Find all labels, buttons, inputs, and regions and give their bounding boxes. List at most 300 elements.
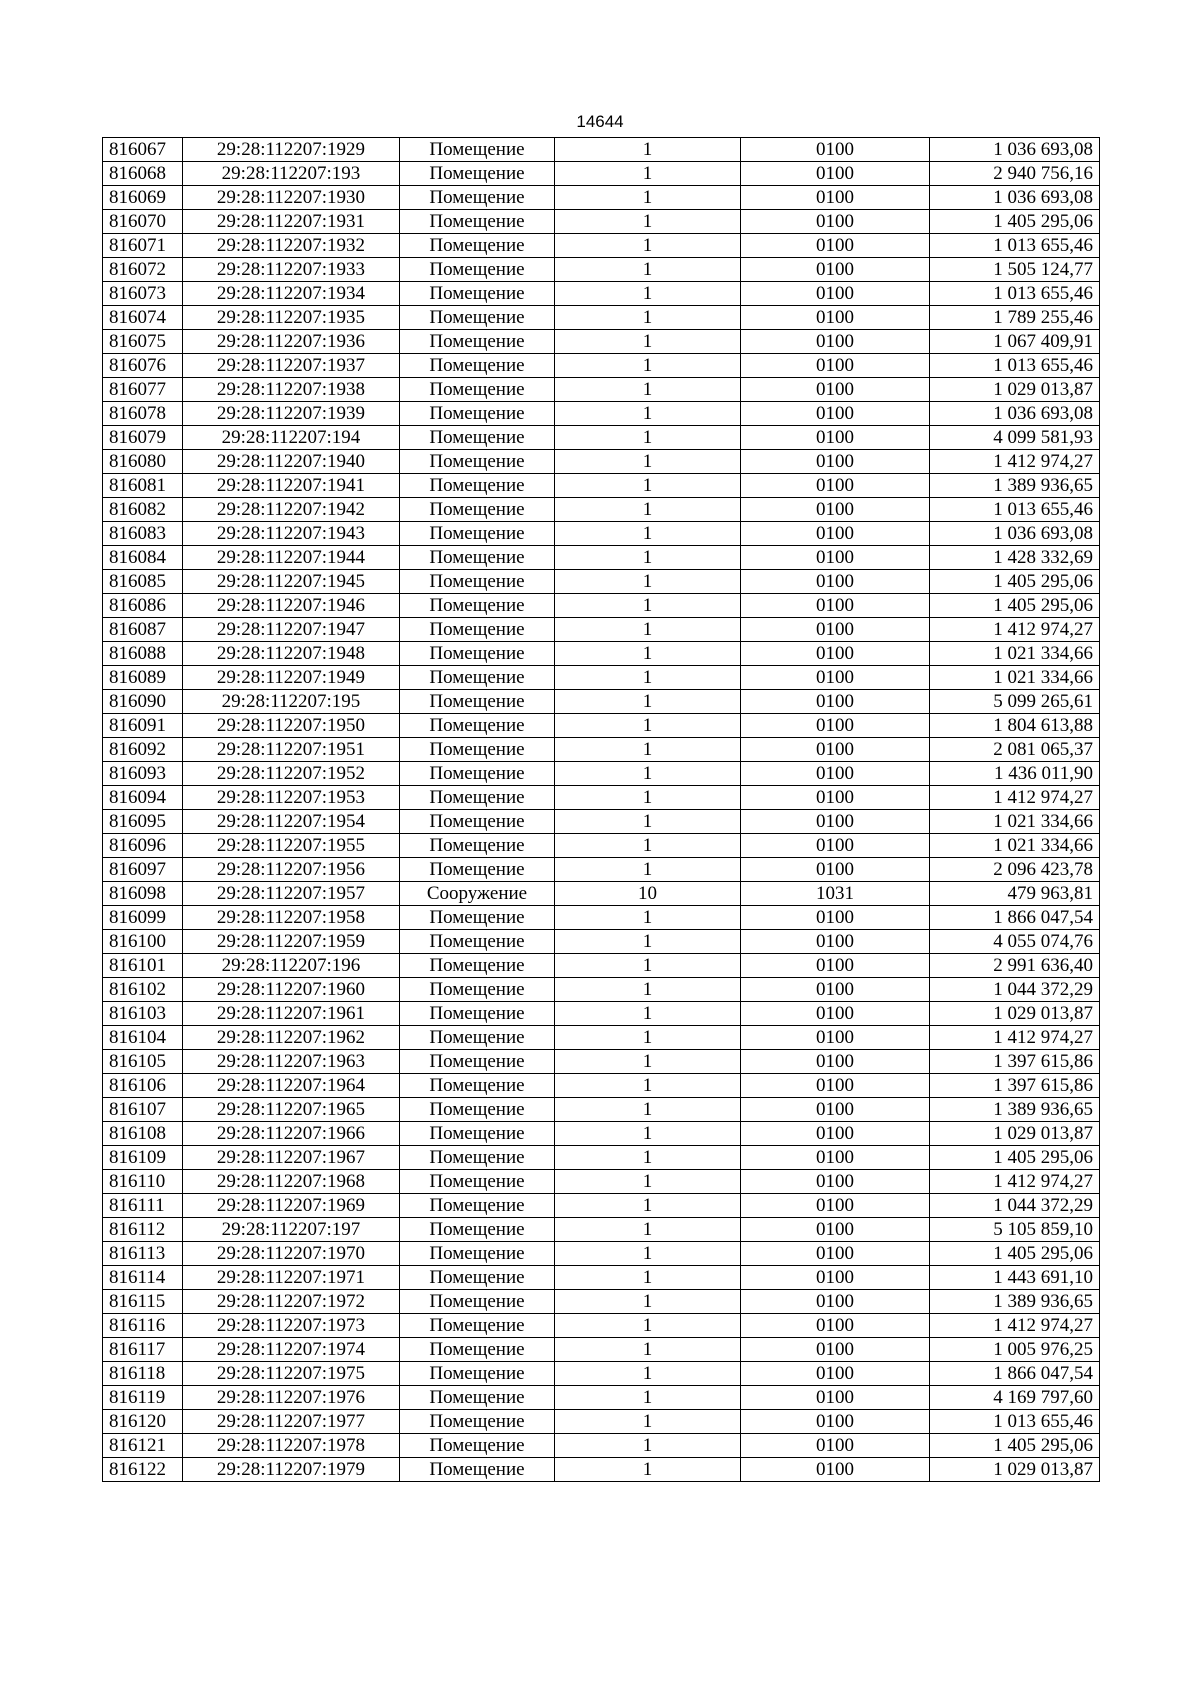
record-number-cell: 816089 (103, 666, 183, 690)
code-cell: 0100 (741, 1194, 930, 1218)
object-type-cell: Помещение (400, 282, 555, 306)
object-type-cell: Помещение (400, 810, 555, 834)
code-cell: 0100 (741, 474, 930, 498)
code-cell: 0100 (741, 834, 930, 858)
table-row (103, 1074, 1100, 1098)
table-row (103, 1026, 1100, 1050)
record-number-cell: 816073 (103, 282, 183, 306)
cadastral-value-cell: 1 412 974,27 (930, 1314, 1100, 1338)
table-row (103, 330, 1100, 354)
cadastral-value-cell: 1 405 295,06 (930, 1146, 1100, 1170)
record-number-cell: 816095 (103, 810, 183, 834)
cadastral-value-cell: 1 036 693,08 (930, 186, 1100, 210)
object-type-cell: Помещение (400, 1170, 555, 1194)
cadastral-number-cell: 29:28:112207:1970 (183, 1242, 400, 1266)
cadastral-value-cell: 1 029 013,87 (930, 1002, 1100, 1026)
cadastral-number-cell: 29:28:112207:1979 (183, 1458, 400, 1482)
code-cell: 0100 (741, 858, 930, 882)
code-cell: 0100 (741, 402, 930, 426)
group-cell: 1 (555, 330, 741, 354)
record-number-cell: 816107 (103, 1098, 183, 1122)
object-type-cell: Помещение (400, 138, 555, 162)
table-row (103, 666, 1100, 690)
cadastral-value-cell: 1 405 295,06 (930, 1434, 1100, 1458)
cadastral-value-cell: 1 866 047,54 (930, 1362, 1100, 1386)
cadastral-number-cell: 29:28:112207:196 (183, 954, 400, 978)
object-type-cell: Помещение (400, 1146, 555, 1170)
object-type-cell: Помещение (400, 330, 555, 354)
cadastral-number-cell: 29:28:112207:1967 (183, 1146, 400, 1170)
object-type-cell: Помещение (400, 186, 555, 210)
object-type-cell: Помещение (400, 1098, 555, 1122)
code-cell: 0100 (741, 210, 930, 234)
cadastral-value-cell: 1 389 936,65 (930, 1290, 1100, 1314)
cadastral-number-cell: 29:28:112207:1953 (183, 786, 400, 810)
cadastral-number-cell: 29:28:112207:1935 (183, 306, 400, 330)
table-row (103, 1290, 1100, 1314)
cadastral-number-cell: 29:28:112207:1934 (183, 282, 400, 306)
object-type-cell: Помещение (400, 666, 555, 690)
cadastral-value-cell: 1 412 974,27 (930, 618, 1100, 642)
cadastral-number-cell: 29:28:112207:1940 (183, 450, 400, 474)
record-number-cell: 816072 (103, 258, 183, 282)
cadastral-number-cell: 29:28:112207:1930 (183, 186, 400, 210)
cadastral-number-cell: 29:28:112207:1931 (183, 210, 400, 234)
group-cell: 1 (555, 858, 741, 882)
cadastral-value-cell: 1 804 613,88 (930, 714, 1100, 738)
record-number-cell: 816121 (103, 1434, 183, 1458)
code-cell: 0100 (741, 954, 930, 978)
group-cell: 1 (555, 1026, 741, 1050)
cadastral-value-cell: 1 389 936,65 (930, 1098, 1100, 1122)
code-cell: 0100 (741, 282, 930, 306)
object-type-cell: Помещение (400, 1218, 555, 1242)
record-number-cell: 816091 (103, 714, 183, 738)
cadastral-number-cell: 29:28:112207:195 (183, 690, 400, 714)
code-cell: 0100 (741, 642, 930, 666)
table-row (103, 570, 1100, 594)
table-row (103, 402, 1100, 426)
object-type-cell: Помещение (400, 978, 555, 1002)
cadastral-value-cell: 2 081 065,37 (930, 738, 1100, 762)
cadastral-value-cell: 1 021 334,66 (930, 642, 1100, 666)
object-type-cell: Помещение (400, 930, 555, 954)
object-type-cell: Помещение (400, 162, 555, 186)
record-number-cell: 816103 (103, 1002, 183, 1026)
cadastral-number-cell: 29:28:112207:1936 (183, 330, 400, 354)
table-row (103, 786, 1100, 810)
table-row (103, 930, 1100, 954)
code-cell: 0100 (741, 1290, 930, 1314)
object-type-cell: Помещение (400, 258, 555, 282)
cadastral-number-cell: 29:28:112207:1977 (183, 1410, 400, 1434)
group-cell: 1 (555, 1434, 741, 1458)
group-cell: 1 (555, 1074, 741, 1098)
code-cell: 0100 (741, 162, 930, 186)
group-cell: 1 (555, 570, 741, 594)
cadastral-value-cell: 479 963,81 (930, 882, 1100, 906)
group-cell: 1 (555, 1170, 741, 1194)
group-cell: 1 (555, 1098, 741, 1122)
record-number-cell: 816114 (103, 1266, 183, 1290)
cadastral-number-cell: 29:28:112207:1973 (183, 1314, 400, 1338)
group-cell: 1 (555, 474, 741, 498)
cadastral-value-cell: 1 412 974,27 (930, 1026, 1100, 1050)
cadastral-value-cell: 1 029 013,87 (930, 1122, 1100, 1146)
record-number-cell: 816096 (103, 834, 183, 858)
record-number-cell: 816118 (103, 1362, 183, 1386)
code-cell: 0100 (741, 546, 930, 570)
code-cell: 0100 (741, 306, 930, 330)
record-number-cell: 816090 (103, 690, 183, 714)
record-number-cell: 816069 (103, 186, 183, 210)
object-type-cell: Помещение (400, 690, 555, 714)
cadastral-value-cell: 1 397 615,86 (930, 1050, 1100, 1074)
code-cell: 0100 (741, 258, 930, 282)
record-number-cell: 816100 (103, 930, 183, 954)
cadastral-number-cell: 29:28:112207:1965 (183, 1098, 400, 1122)
table-row (103, 258, 1100, 282)
code-cell: 0100 (741, 930, 930, 954)
group-cell: 1 (555, 1194, 741, 1218)
table-row (103, 210, 1100, 234)
cadastral-number-cell: 29:28:112207:1963 (183, 1050, 400, 1074)
table-row (103, 1362, 1100, 1386)
cadastral-number-cell: 29:28:112207:1951 (183, 738, 400, 762)
table-row (103, 762, 1100, 786)
code-cell: 0100 (741, 498, 930, 522)
object-type-cell: Помещение (400, 306, 555, 330)
cadastral-value-cell: 5 105 859,10 (930, 1218, 1100, 1242)
cadastral-number-cell: 29:28:112207:1959 (183, 930, 400, 954)
record-number-cell: 816106 (103, 1074, 183, 1098)
record-number-cell: 816077 (103, 378, 183, 402)
table-row (103, 354, 1100, 378)
group-cell: 1 (555, 282, 741, 306)
cadastral-value-cell: 1 412 974,27 (930, 450, 1100, 474)
object-type-cell: Помещение (400, 450, 555, 474)
cadastral-value-cell: 1 405 295,06 (930, 210, 1100, 234)
record-number-cell: 816078 (103, 402, 183, 426)
cadastral-value-cell: 1 036 693,08 (930, 402, 1100, 426)
group-cell: 1 (555, 450, 741, 474)
record-number-cell: 816075 (103, 330, 183, 354)
table-row (103, 450, 1100, 474)
object-type-cell: Помещение (400, 474, 555, 498)
group-cell: 1 (555, 186, 741, 210)
object-type-cell: Помещение (400, 426, 555, 450)
cadastral-value-cell: 1 789 255,46 (930, 306, 1100, 330)
table-row (103, 1194, 1100, 1218)
group-cell: 1 (555, 522, 741, 546)
code-cell: 0100 (741, 666, 930, 690)
cadastral-value-cell: 1 412 974,27 (930, 786, 1100, 810)
object-type-cell: Помещение (400, 738, 555, 762)
record-number-cell: 816071 (103, 234, 183, 258)
cadastral-number-cell: 29:28:112207:1946 (183, 594, 400, 618)
code-cell: 0100 (741, 570, 930, 594)
object-type-cell: Помещение (400, 858, 555, 882)
object-type-cell: Помещение (400, 594, 555, 618)
object-type-cell: Помещение (400, 1434, 555, 1458)
object-type-cell: Помещение (400, 786, 555, 810)
cadastral-value-cell: 2 940 756,16 (930, 162, 1100, 186)
record-number-cell: 816120 (103, 1410, 183, 1434)
table-row (103, 1458, 1100, 1482)
cadastral-number-cell: 29:28:112207:1929 (183, 138, 400, 162)
group-cell: 1 (555, 642, 741, 666)
cadastral-value-cell: 1 005 976,25 (930, 1338, 1100, 1362)
table-row (103, 618, 1100, 642)
table-row (103, 738, 1100, 762)
table-row (103, 1242, 1100, 1266)
record-number-cell: 816093 (103, 762, 183, 786)
record-number-cell: 816094 (103, 786, 183, 810)
object-type-cell: Помещение (400, 1026, 555, 1050)
group-cell: 1 (555, 138, 741, 162)
group-cell: 1 (555, 1290, 741, 1314)
cadastral-number-cell: 29:28:112207:1969 (183, 1194, 400, 1218)
record-number-cell: 816112 (103, 1218, 183, 1242)
cadastral-value-cell: 1 036 693,08 (930, 138, 1100, 162)
table-row (103, 1434, 1100, 1458)
cadastral-number-cell: 29:28:112207:1975 (183, 1362, 400, 1386)
record-number-cell: 816082 (103, 498, 183, 522)
table-row (103, 642, 1100, 666)
group-cell: 1 (555, 378, 741, 402)
object-type-cell: Помещение (400, 642, 555, 666)
group-cell: 1 (555, 714, 741, 738)
object-type-cell: Помещение (400, 1338, 555, 1362)
record-number-cell: 816085 (103, 570, 183, 594)
group-cell: 1 (555, 354, 741, 378)
table-row (103, 1050, 1100, 1074)
code-cell: 0100 (741, 1050, 930, 1074)
cadastral-number-cell: 29:28:112207:1976 (183, 1386, 400, 1410)
group-cell: 1 (555, 834, 741, 858)
code-cell: 0100 (741, 186, 930, 210)
record-number-cell: 816079 (103, 426, 183, 450)
cadastral-value-cell: 1 067 409,91 (930, 330, 1100, 354)
code-cell: 0100 (741, 1362, 930, 1386)
table-row (103, 378, 1100, 402)
record-number-cell: 816070 (103, 210, 183, 234)
cadastral-value-cell: 1 013 655,46 (930, 354, 1100, 378)
cadastral-number-cell: 29:28:112207:1947 (183, 618, 400, 642)
cadastral-value-cell: 1 405 295,06 (930, 570, 1100, 594)
object-type-cell: Помещение (400, 1314, 555, 1338)
code-cell: 0100 (741, 354, 930, 378)
table-row (103, 234, 1100, 258)
record-number-cell: 816119 (103, 1386, 183, 1410)
cadastral-value-cell: 1 405 295,06 (930, 1242, 1100, 1266)
cadastral-number-cell: 29:28:112207:1960 (183, 978, 400, 1002)
group-cell: 1 (555, 954, 741, 978)
group-cell: 1 (555, 1146, 741, 1170)
cadastral-value-cell: 1 044 372,29 (930, 1194, 1100, 1218)
table-row (103, 1122, 1100, 1146)
cadastral-number-cell: 29:28:112207:1945 (183, 570, 400, 594)
cadastral-value-cell: 1 013 655,46 (930, 498, 1100, 522)
record-number-cell: 816088 (103, 642, 183, 666)
cadastral-value-cell: 1 397 615,86 (930, 1074, 1100, 1098)
group-cell: 1 (555, 1362, 741, 1386)
record-number-cell: 816116 (103, 1314, 183, 1338)
code-cell: 0100 (741, 522, 930, 546)
cadastral-value-cell: 1 412 974,27 (930, 1170, 1100, 1194)
record-number-cell: 816109 (103, 1146, 183, 1170)
code-cell: 0100 (741, 786, 930, 810)
group-cell: 1 (555, 978, 741, 1002)
group-cell: 1 (555, 210, 741, 234)
object-type-cell: Помещение (400, 714, 555, 738)
record-number-cell: 816108 (103, 1122, 183, 1146)
cadastral-number-cell: 29:28:112207:1978 (183, 1434, 400, 1458)
code-cell: 0100 (741, 330, 930, 354)
code-cell: 0100 (741, 1074, 930, 1098)
group-cell: 1 (555, 1314, 741, 1338)
code-cell: 0100 (741, 714, 930, 738)
cadastral-number-cell: 29:28:112207:1961 (183, 1002, 400, 1026)
table-row (103, 954, 1100, 978)
cadastral-number-cell: 29:28:112207:1948 (183, 642, 400, 666)
cadastral-value-cell: 1 013 655,46 (930, 234, 1100, 258)
code-cell: 0100 (741, 618, 930, 642)
group-cell: 1 (555, 690, 741, 714)
cadastral-value-cell: 1 505 124,77 (930, 258, 1100, 282)
group-cell: 1 (555, 1338, 741, 1362)
cadastral-number-cell: 29:28:112207:1971 (183, 1266, 400, 1290)
group-cell: 1 (555, 1002, 741, 1026)
record-number-cell: 816076 (103, 354, 183, 378)
record-number-cell: 816099 (103, 906, 183, 930)
cadastral-value-cell: 1 428 332,69 (930, 546, 1100, 570)
cadastral-number-cell: 29:28:112207:197 (183, 1218, 400, 1242)
code-cell: 0100 (741, 234, 930, 258)
group-cell: 1 (555, 738, 741, 762)
table-row (103, 810, 1100, 834)
record-number-cell: 816104 (103, 1026, 183, 1050)
code-cell: 0100 (741, 426, 930, 450)
cadastral-value-cell: 1 013 655,46 (930, 282, 1100, 306)
record-number-cell: 816087 (103, 618, 183, 642)
cadastral-value-cell: 1 866 047,54 (930, 906, 1100, 930)
cadastral-value-cell: 2 991 636,40 (930, 954, 1100, 978)
cadastral-number-cell: 29:28:112207:1943 (183, 522, 400, 546)
record-number-cell: 816110 (103, 1170, 183, 1194)
table-row (103, 1002, 1100, 1026)
cadastral-value-cell: 1 443 691,10 (930, 1266, 1100, 1290)
group-cell: 1 (555, 1266, 741, 1290)
group-cell: 1 (555, 1122, 741, 1146)
cadastral-value-cell: 1 044 372,29 (930, 978, 1100, 1002)
group-cell: 1 (555, 402, 741, 426)
group-cell: 1 (555, 1218, 741, 1242)
table-row (103, 162, 1100, 186)
object-type-cell: Помещение (400, 1410, 555, 1434)
table-row (103, 1410, 1100, 1434)
code-cell: 0100 (741, 378, 930, 402)
cadastral-value-cell: 5 099 265,61 (930, 690, 1100, 714)
group-cell: 1 (555, 306, 741, 330)
table-row (103, 978, 1100, 1002)
group-cell: 1 (555, 1386, 741, 1410)
cadastral-number-cell: 29:28:112207:1974 (183, 1338, 400, 1362)
table-row (103, 522, 1100, 546)
object-type-cell: Помещение (400, 210, 555, 234)
table-row (103, 282, 1100, 306)
cadastral-value-cell: 1 013 655,46 (930, 1410, 1100, 1434)
code-cell: 0100 (741, 138, 930, 162)
code-cell: 0100 (741, 1266, 930, 1290)
cadastral-number-cell: 29:28:112207:1972 (183, 1290, 400, 1314)
table-row (103, 1338, 1100, 1362)
record-number-cell: 816115 (103, 1290, 183, 1314)
record-number-cell: 816113 (103, 1242, 183, 1266)
group-cell: 1 (555, 1242, 741, 1266)
record-number-cell: 816084 (103, 546, 183, 570)
cadastral-number-cell: 29:28:112207:1962 (183, 1026, 400, 1050)
code-cell: 0100 (741, 1314, 930, 1338)
record-number-cell: 816086 (103, 594, 183, 618)
code-cell: 0100 (741, 1098, 930, 1122)
object-type-cell: Помещение (400, 1458, 555, 1482)
object-type-cell: Помещение (400, 378, 555, 402)
record-number-cell: 816122 (103, 1458, 183, 1482)
group-cell: 1 (555, 234, 741, 258)
page-number: 14644 (576, 112, 624, 131)
record-number-cell: 816068 (103, 162, 183, 186)
object-type-cell: Помещение (400, 1122, 555, 1146)
code-cell: 0100 (741, 1338, 930, 1362)
code-cell: 0100 (741, 1458, 930, 1482)
record-number-cell: 816067 (103, 138, 183, 162)
code-cell: 0100 (741, 1434, 930, 1458)
record-number-cell: 816092 (103, 738, 183, 762)
object-type-cell: Помещение (400, 354, 555, 378)
cadastral-number-cell: 29:28:112207:1933 (183, 258, 400, 282)
object-type-cell: Помещение (400, 1242, 555, 1266)
cadastral-number-cell: 29:28:112207:1938 (183, 378, 400, 402)
record-number-cell: 816081 (103, 474, 183, 498)
table-row (103, 138, 1100, 162)
code-cell: 0100 (741, 810, 930, 834)
cadastral-number-cell: 29:28:112207:1941 (183, 474, 400, 498)
cadastral-number-cell: 29:28:112207:1966 (183, 1122, 400, 1146)
object-type-cell: Помещение (400, 546, 555, 570)
object-type-cell: Помещение (400, 1050, 555, 1074)
table-row (103, 858, 1100, 882)
table-row (103, 1386, 1100, 1410)
table-row (103, 594, 1100, 618)
cadastral-value-cell: 4 099 581,93 (930, 426, 1100, 450)
table-row (103, 834, 1100, 858)
group-cell: 1 (555, 906, 741, 930)
cadastral-value-cell: 2 096 423,78 (930, 858, 1100, 882)
code-cell: 0100 (741, 738, 930, 762)
object-type-cell: Помещение (400, 498, 555, 522)
record-number-cell: 816080 (103, 450, 183, 474)
cadastral-number-cell: 29:28:112207:1955 (183, 834, 400, 858)
cadastral-value-cell: 1 405 295,06 (930, 594, 1100, 618)
table-row (103, 882, 1100, 906)
table-row (103, 498, 1100, 522)
code-cell: 0100 (741, 1218, 930, 1242)
object-type-cell: Помещение (400, 762, 555, 786)
object-type-cell: Помещение (400, 1386, 555, 1410)
cadastral-number-cell: 29:28:112207:1954 (183, 810, 400, 834)
object-type-cell: Помещение (400, 834, 555, 858)
